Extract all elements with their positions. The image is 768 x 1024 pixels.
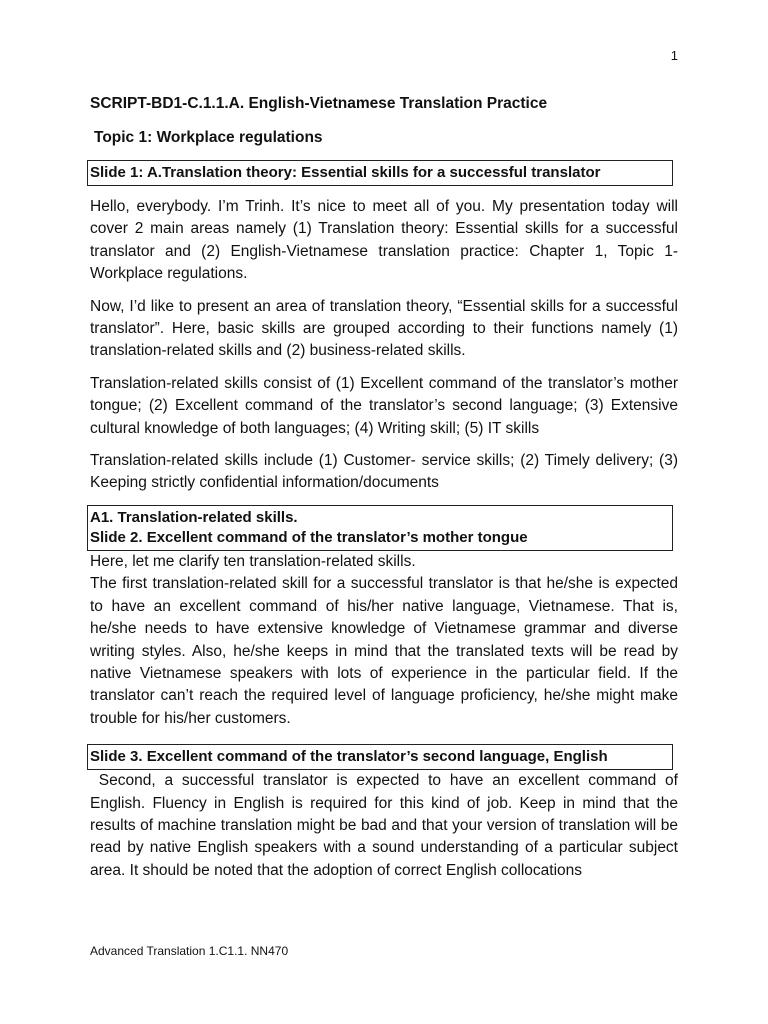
intro-paragraph-2: Now, I’d like to present an area of translation theory, “Essential skills for a successful translator”. Here, basic skills are grouped according to their functions namely (1) translation-related skills and (2) business-related skills. — [90, 297, 678, 360]
slide3-paragraph: Second, a successful translator is expected to have an excellent command of English. Fluency in English is required for this kind of job. Keep in mind that the results of machine translation might be bad and that your version of translation will be read by native English speakers with a sound understanding of a particular subject area. It should be noted that the adoption of correct English collocations — [90, 772, 683, 879]
intro-paragraph-1: Hello, everybody. I’m Trinh. It’s nice to meet all of you. My presentation today will cover 2 main areas namely (1) Translation theory: Essential skills for a successful translator and (2) English-Vietnamese translation practice: Chapter 1, Topic 1- Workplace regulations. — [90, 198, 678, 283]
slide1-heading-box: Slide 1: A.Translation theory: Essential skills for a successful translator — [87, 160, 673, 186]
page-footer: Advanced Translation 1.C1.1. NN470 — [90, 944, 289, 958]
slide2-heading-line1: A1. Translation-related skills. — [90, 508, 298, 526]
slide2-heading-box — [87, 505, 673, 551]
slide2-paragraph-2: The first translation-related skill for a successful translator is that he/she is expected to have an excellent command of his/her native language, Vietnamese. That is, he/she needs to have extensive knowledge of Vietnamese grammar and diverse writing styles. Also, he/she keeps in mind that the translated texts will be read by native Vietnamese speakers with lots of experience in the particular field. If the translator can’t reach the required level of language proficiency, he/she might make trouble for his/her customers. — [90, 575, 678, 727]
document-body — [90, 94, 683, 882]
slide2-heading-line2: Slide 2. Excellent command of the translator’s mother tongue — [90, 528, 528, 546]
topic-heading: Topic 1: Workplace regulations — [94, 129, 323, 146]
slide2-paragraph-1: Here, let me clarify ten translation-related skills. — [90, 552, 416, 570]
intro-paragraph-4: Translation-related skills include (1) Customer- service skills; (2) Timely delivery; (3) Keeping strictly confidential information/documents — [90, 452, 678, 492]
page-number: 1 — [670, 48, 678, 63]
slide3-heading-box: Slide 3. Excellent command of the translator’s second language, English — [87, 744, 673, 770]
document-title: SCRIPT-BD1-C.1.1.A. English-Vietnamese Translation Practice — [90, 95, 548, 112]
intro-paragraph-3: Translation-related skills consist of (1) Excellent command of the translator’s mother tongue; (2) Excellent command of the translator’s second language; (3) Extensive cultural knowledge of both languages; (4) Writing skill; (5) IT skills — [90, 374, 678, 437]
